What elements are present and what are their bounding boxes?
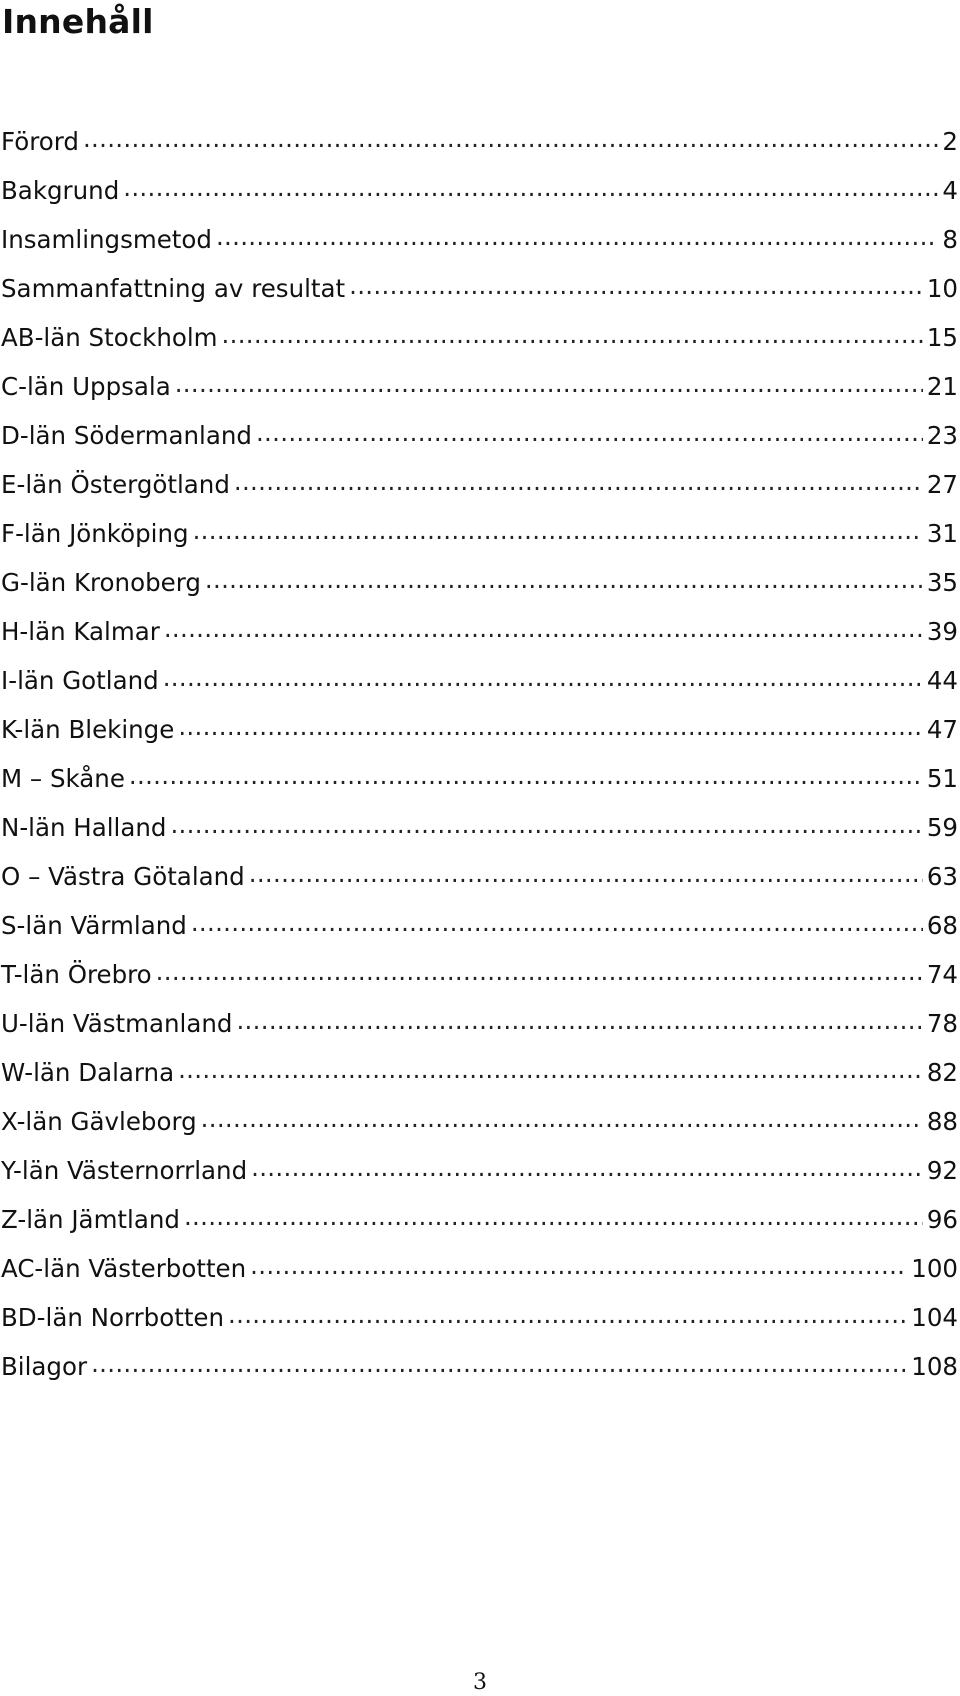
toc-dot-leader [191,909,923,943]
toc-entry-label: Sammanfattning av resultat [1,273,346,303]
toc-entry [0,754,958,803]
toc-dot-leader [222,321,923,355]
toc-entry-label: AB-län Stockholm [1,322,218,352]
toc-dot-leader [249,860,923,894]
toc-entry-page: 100 [911,1253,958,1283]
toc-entry-page: 59 [926,812,958,842]
toc-entry-label: Insamlingsmetod [1,224,212,254]
toc-dot-leader [91,1350,907,1384]
toc-entry-page: 21 [926,371,958,401]
toc-dot-leader [193,517,923,551]
toc-dot-leader [256,419,923,453]
toc-entry-label: U-län Västmanland [1,1008,233,1038]
toc-dot-leader [175,370,923,404]
toc-entry [0,117,958,166]
toc-entry [0,1097,958,1146]
toc-dot-leader [228,1301,907,1335]
toc-entry-label: Förord [1,126,79,156]
toc-entry-page: 51 [926,763,958,793]
toc-entry-label: X-län Gävleborg [1,1106,197,1136]
toc-dot-leader [163,664,923,698]
page-title: Innehåll [2,2,154,41]
toc-entry-page: 104 [911,1302,958,1332]
toc-entry-page: 88 [926,1106,958,1136]
toc-entry-page: 10 [926,273,958,303]
toc-entry-label: H-län Kalmar [1,616,160,646]
toc-dot-leader [205,566,923,600]
toc-entry-page: 44 [926,665,958,695]
toc-dot-leader [250,1252,907,1286]
toc-dot-leader [216,223,938,257]
toc-entry [0,705,958,754]
toc-entry [0,166,958,215]
toc-entry [0,411,958,460]
toc-dot-leader [234,468,923,502]
toc-entry [0,1146,958,1195]
toc-entry-label: BD-län Norrbotten [1,1302,225,1332]
toc-entry-label: K-län Blekinge [1,714,175,744]
toc-entry [0,999,958,1048]
toc-entry-page: 78 [926,1008,958,1038]
toc-entry [0,1342,958,1391]
toc-dot-leader [123,174,938,208]
toc-entry-label: G-län Kronoberg [1,567,201,597]
toc-dot-leader [184,1203,923,1237]
toc-dot-leader [201,1105,923,1139]
toc-entry-label: Z-län Jämtland [1,1204,180,1234]
toc-entry-label: Y-län Västernorrland [1,1155,248,1185]
toc-entry-page: 96 [926,1204,958,1234]
toc-dot-leader [349,272,923,306]
toc-entry-label: W-län Dalarna [1,1057,175,1087]
toc-entry [0,1195,958,1244]
toc-entry-page: 35 [926,567,958,597]
toc-dot-leader [129,762,923,796]
toc-entry-label: N-län Halland [1,812,167,842]
toc-entry-page: 47 [926,714,958,744]
toc-entry-page: 39 [926,616,958,646]
toc-entry-page: 31 [926,518,958,548]
toc-entry-page: 23 [926,420,958,450]
toc-entry-page: 74 [926,959,958,989]
toc-entry [0,558,958,607]
toc-entry [0,607,958,656]
toc-dot-leader [83,125,938,159]
toc-entry-label: O – Västra Götaland [1,861,245,891]
toc-entry [0,950,958,999]
toc-dot-leader [178,713,923,747]
toc-entry [0,313,958,362]
toc-entry [0,215,958,264]
table-of-contents [0,117,960,1391]
page-number: 3 [473,1670,487,1695]
toc-entry [0,656,958,705]
toc-entry-label: D-län Södermanland [1,420,252,450]
toc-entry-page: 15 [926,322,958,352]
toc-entry-label: Bakgrund [1,175,120,205]
toc-dot-leader [251,1154,923,1188]
toc-entry-page: 8 [942,224,958,254]
toc-entry-label: AC-län Västerbotten [1,1253,247,1283]
toc-entry-page: 4 [942,175,958,205]
toc-entry-page: 2 [942,126,958,156]
toc-entry [0,460,958,509]
toc-entry-label: M – Skåne [1,763,125,793]
toc-entry-label: I-län Gotland [1,665,159,695]
toc-entry-label: C-län Uppsala [1,371,171,401]
toc-entry-label: T-län Örebro [1,959,152,989]
toc-dot-leader [164,615,923,649]
toc-entry-page: 63 [926,861,958,891]
toc-entry [0,1293,958,1342]
toc-entry-label: Bilagor [1,1351,88,1381]
toc-entry [0,852,958,901]
toc-entry [0,509,958,558]
toc-entry-label: F-län Jönköping [1,518,189,548]
toc-entry [0,1048,958,1097]
toc-entry-page: 68 [926,910,958,940]
toc-entry-label: E-län Östergötland [1,469,230,499]
toc-dot-leader [170,811,922,845]
toc-entry [0,264,958,313]
toc-entry [0,362,958,411]
toc-dot-leader [156,958,923,992]
toc-entry-page: 27 [926,469,958,499]
toc-entry [0,901,958,950]
toc-entry-label: S-län Värmland [1,910,187,940]
toc-dot-leader [178,1056,923,1090]
toc-entry-page: 82 [926,1057,958,1087]
toc-entry [0,1244,958,1293]
toc-entry-page: 108 [911,1351,958,1381]
toc-dot-leader [236,1007,922,1041]
toc-entry [0,803,958,852]
toc-entry-page: 92 [926,1155,958,1185]
